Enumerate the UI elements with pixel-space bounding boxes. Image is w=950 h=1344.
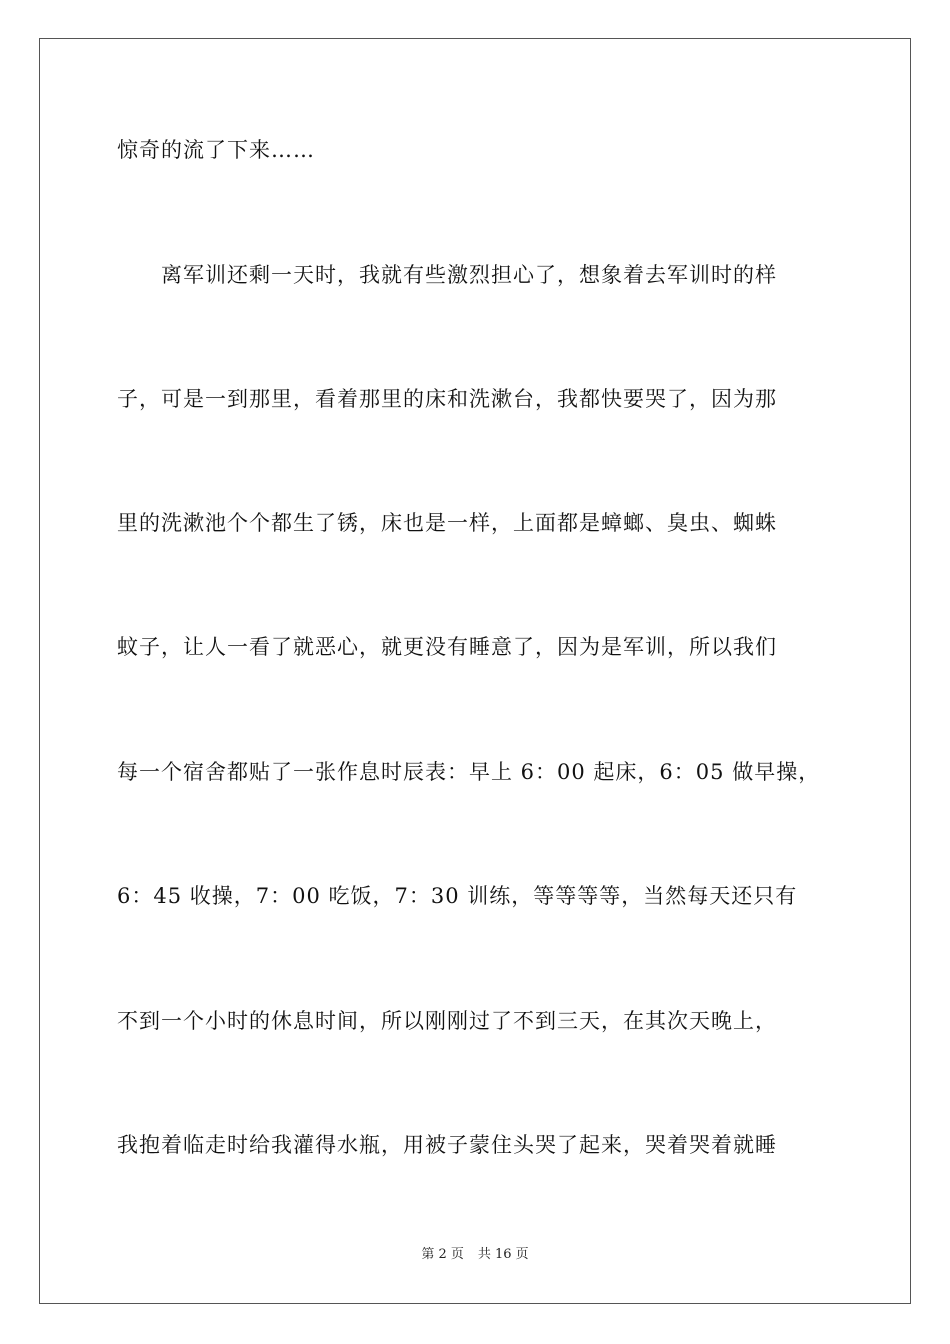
text-line: 里的洗漱池个个都生了锈，床也是一样，上面都是蟑螂、臭虫、蜘蛛 [117, 511, 777, 535]
text-line: 离军训还剩一天时，我就有些激烈担心了，想象着去军训时的样 [117, 263, 777, 287]
text-line: 我抱着临走时给我灌得水瓶，用被子蒙住头哭了起来，哭着哭着就睡 [117, 1133, 777, 1157]
page-footer [0, 1246, 950, 1264]
text-line: 每一个宿舍都贴了一张作息时辰表：早上 6：00 起床，6：05 做早操， [117, 760, 821, 784]
page-border [39, 38, 911, 1304]
page-number-total: 共 16 页 [477, 1247, 529, 1262]
text-line: 蚊子，让人一看了就恶心，就更没有睡意了，因为是军训，所以我们 [117, 635, 777, 659]
page-number-current: 第 2 页 [421, 1247, 464, 1262]
text-line: 不到一个小时的休息时间，所以刚刚过了不到三天，在其次天晚上， [117, 1009, 777, 1033]
text-line: 惊奇的流了下来…… [117, 138, 315, 162]
text-line: 子，可是一到那里，看着那里的床和洗漱台，我都快要哭了，因为那 [117, 387, 777, 411]
text-line: 6：45 收操，7：00 吃饭，7：30 训练，等等等等，当然每天还只有 [117, 884, 798, 908]
